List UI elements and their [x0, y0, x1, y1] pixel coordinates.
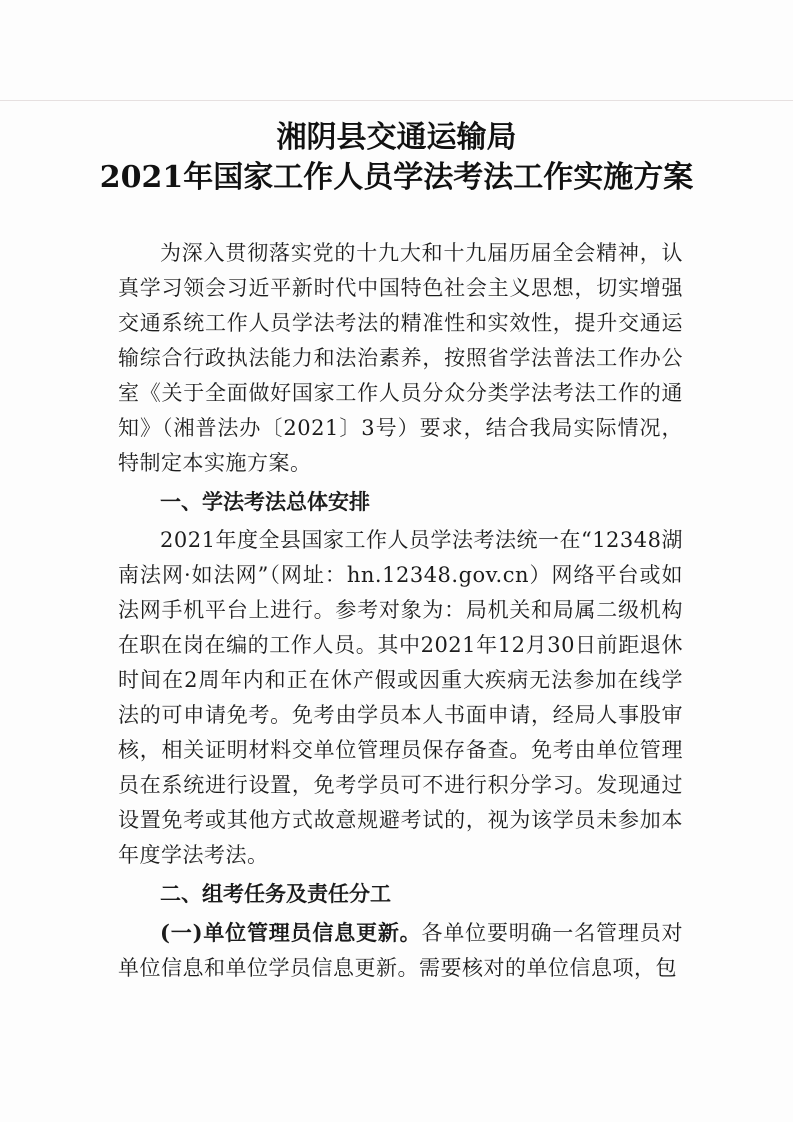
section1-heading: 一、学法考法总体安排 [160, 490, 370, 514]
page-top-rule [0, 100, 793, 101]
intro-paragraph: 为深入贯彻落实党的十九大和十九届历届全会精神，认真学习领会习近平新时代中国特色社会主义思想，切实增强交通系统工作人员学法考法的精准性和实效性，提升交通运输综合行政执法能力和法治素养，按照省学法普法工作办公室《关于全面做好国家工作人员分众分类学法考法工作的通知》（湘普法办〔2021〕3号）要求，结合我局实际情况，特制定本实施方案。 [118, 241, 683, 475]
subsection1-text: 各单位要明确一名管理员对单位信息和单位学员信息更新。需要核对的单位信息项，包 [118, 921, 684, 980]
section2-heading: 二、组考任务及责任分工 [160, 882, 391, 906]
document-title-line1: 湘阴县交通运输局 [276, 120, 517, 155]
document-body [118, 236, 683, 986]
document-title-line2: 2021年国家工作人员学法考法工作实施方案 [99, 160, 694, 195]
subsection1-lead: (一)单位管理员信息更新。 [160, 920, 422, 945]
section1-paragraph: 2021年度全县国家工作人员学法考法统一在“12348湖南法网·如法网”（网址：hn.12348.gov.cn）网络平台或如法网手机平台上进行。参考对象为：局机关和局属二级机构在职在岗在编的工作人员。其中2021年12月30日前距退休时间在2周年内和正在休产假或因重大疾病无法参加在线学法的可申请免考。免考由学员本人书面申请，经局人事股审核，相关证明材料交单位管理员保存备查。免考由单位管理员在系统进行设置，免考学员可不进行积分学习。发现通过设置免考或其他方式故意规避考试的，视为该学员未参加本年度学法考法。 [118, 528, 683, 867]
subsection1-paragraph [118, 915, 683, 986]
